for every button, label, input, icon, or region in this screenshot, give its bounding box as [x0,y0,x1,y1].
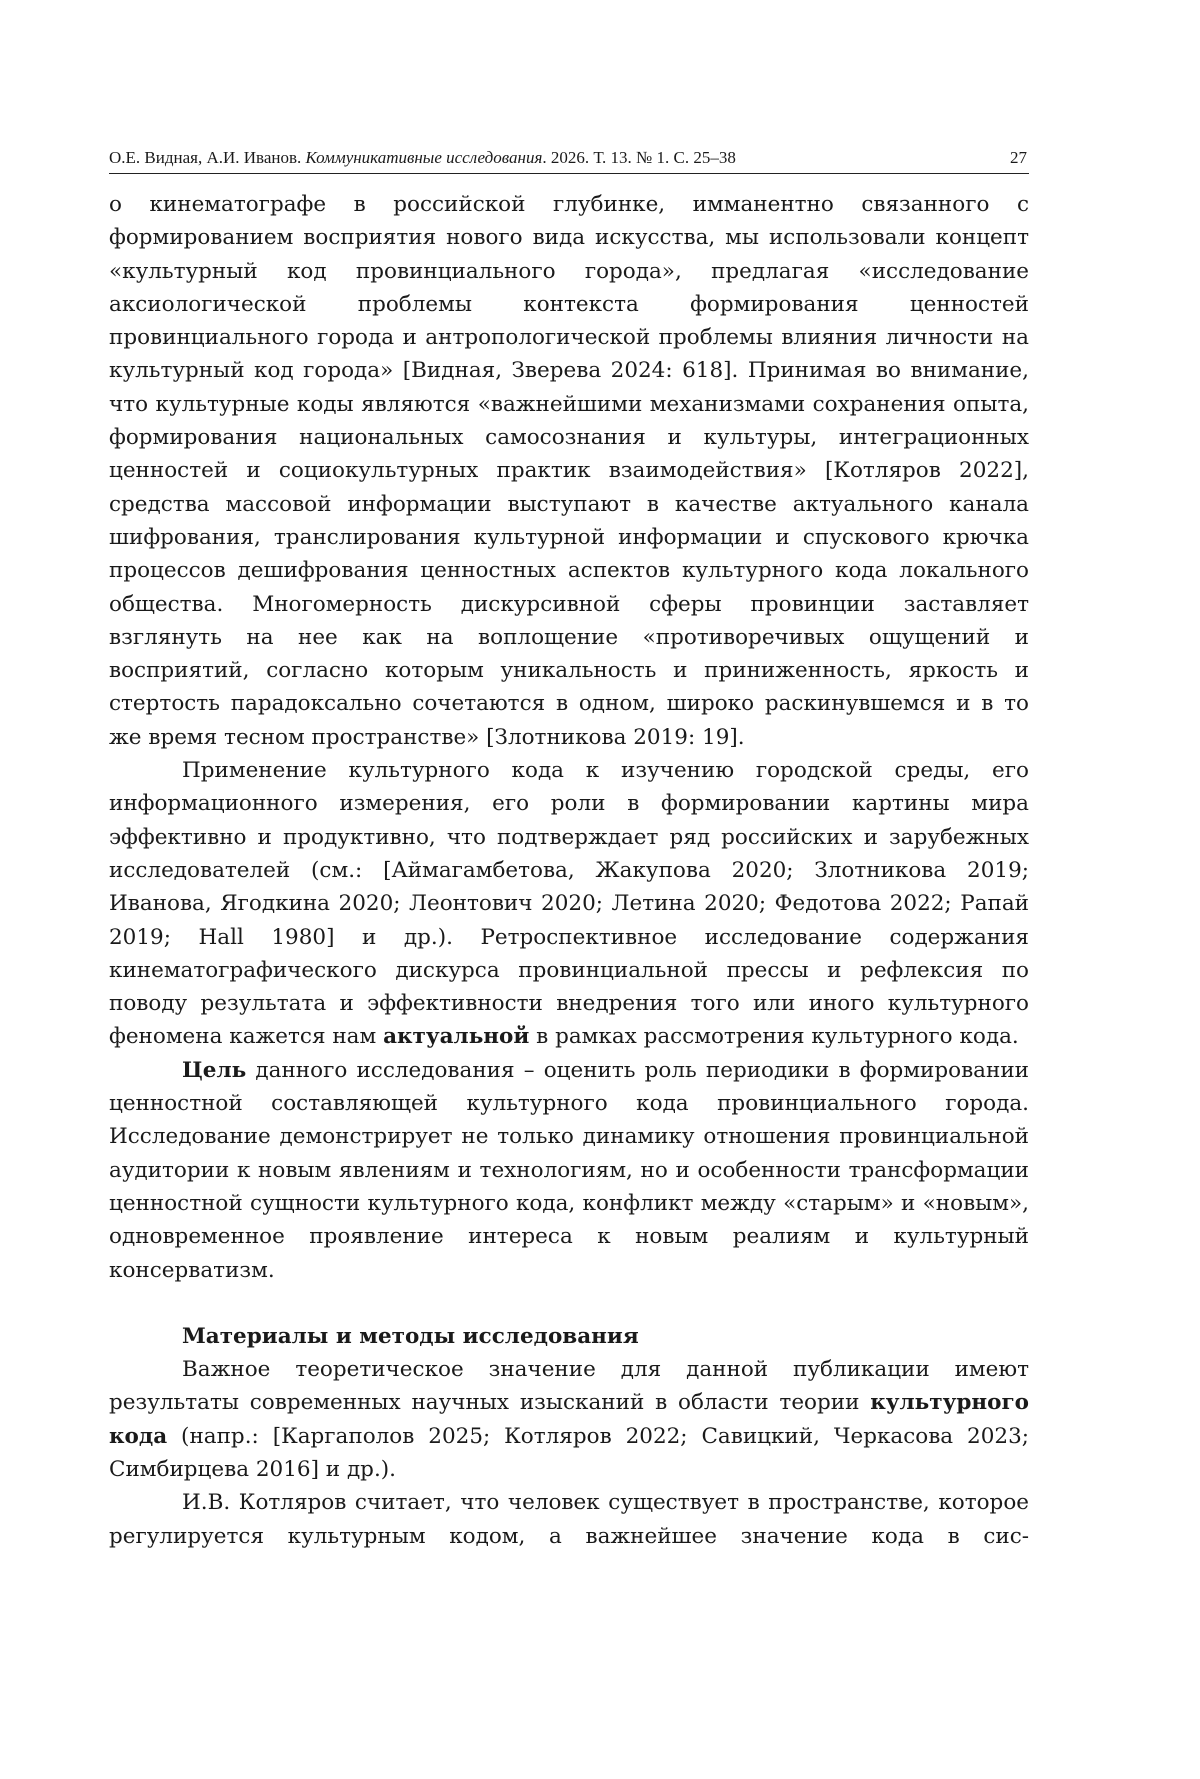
paragraph-continuation: о кинематографе в российской глубинке, имманентно связанного с формированием восприятия нового вида искусства, мы использовали концепт «культурный код провинциального города», предлагая «исследование аксиологической проблемы контекста формирования ценностей провинциального города и антропологической проблемы влияния личности на культурный код города» [Видная, Зверева 2024: 618]. Принимая во внимание, что культурные коды являются «важнейшими механизмами сохранения опыта, формирования национальных самосознания и культуры, интеграционных ценностей и социокультурных практик взаимодействия» [Котляров 2022], средства массовой информации выступают в качестве актуального канала шифрования, транслирования культурной информации и спускового крючка процессов дешифрования ценностных аспектов культурного кода локального общества. Многомерность дискурсивной сферы провинции заставляет взглянуть на нее как на воплощение «противоречивых ощущений и восприятий, согласно которым уникальность и приниженность, яркость и стертость парадоксально сочетаются в одном, широко раскинувшемся и в то же время тесном пространстве» [Злотникова 2019: 19]. [109,192,1029,750]
paragraph-text: в рамках рассмотрения культурного кода. [529,1024,1019,1050]
paragraph-goal [109,1054,1029,1287]
paragraph-text: данного исследования – оценить роль периодики в формировании ценностной составляющей культурного кода провинциального города. Исследование демонстрирует не только динамику отношения провинциальной аудитории к новым явлениям и технологиям, но и особенности трансформации ценностной сущности культурного кода, конфликт между «старым» и «новым», одновременное проявление интереса к новым реалиям и культурный консерватизм. [109,1057,1029,1283]
paragraph-text: (напр.: [Каргаполов 2025; Котляров 2022; Савицкий, Черкасова 2023; Симбирцева 2016] и др.). [109,1423,1029,1482]
bold-term-relevance: актуальной [383,1024,530,1050]
bold-term-culture-code: культурного кода [109,1390,1029,1449]
paragraph-theory [109,1353,1029,1486]
header-issue: . 2026. Т. 13. № 1. С. 25–38 [542,148,736,167]
section-heading: Материалы и методы исследования [182,1323,639,1349]
paragraph-kotlyarov: И.В. Котляров считает, что человек существует в пространстве, которое регулируется культурным кодом, а важнейшее значение кода в сис- [109,1490,1029,1549]
running-header [109,147,1029,174]
paragraph-text: Важное теоретическое значение для данной публикации имеют результаты современных научных изысканий в области теории [109,1357,1029,1416]
paragraph-culture-code-application [109,754,1029,1054]
header-journal: Коммуникативные исследования [305,148,543,167]
page-number: 27 [1010,148,1027,167]
article-body [109,188,1029,1553]
paragraph-text: Применение культурного кода к изучению городской среды, его информационного измерения, его роли в формировании картины мира эффективно и продуктивно, что подтверждает ряд российских и зарубежных исследователей (см.: [Аймагамбетова, Жакупова 2020; Злотникова 2019; Иванова, Ягодкина 2020; Леонтович 2020; Летина 2020; Федотова 2022; Рапай 2019; Hall 1980] и др.). Ретроспективное исследование содержания кинематографического дискурса провинциальной прессы и рефлексия по поводу результата и эффективности внедрения того или иного культурного феномена кажется нам [109,758,1029,1050]
header-authors: О.Е. Видная, А.И. Иванов. [109,148,306,167]
bold-term-goal: Цель [182,1057,247,1083]
header-citation [109,147,736,169]
